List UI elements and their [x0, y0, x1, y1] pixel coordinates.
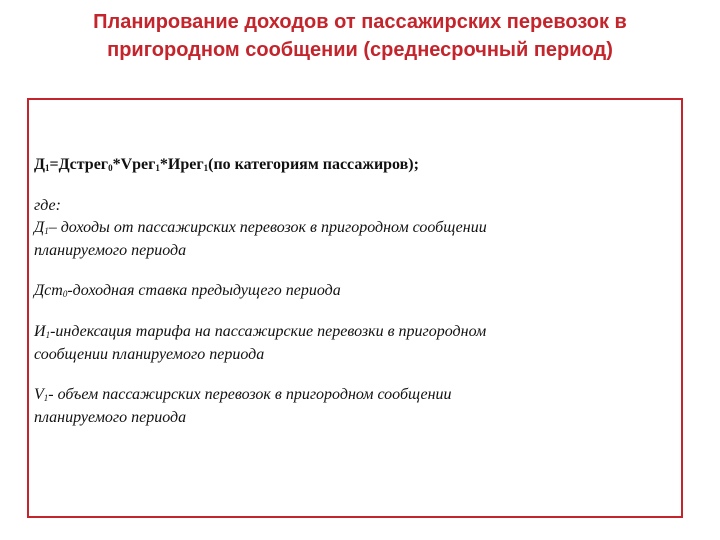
where-label: где:: [34, 197, 61, 214]
definition-text: -индексация тарифа на пассажирские перевозки в пригородном: [50, 323, 487, 340]
definition-rate: [34, 280, 674, 303]
formula-part: *Vрег: [112, 156, 156, 173]
formula-part: *Ирег: [159, 156, 204, 173]
definition-subscript: 0: [62, 289, 68, 299]
formula-part: Д: [34, 156, 46, 173]
definition-indexation: [34, 321, 674, 344]
definition-text-continued: планируемого периода: [34, 242, 187, 259]
title-line-1: Планирование доходов от пассажирских перевозок в: [93, 11, 627, 33]
definition-symbol: Д: [34, 219, 45, 236]
content-body: [34, 154, 674, 429]
formula: [34, 154, 674, 177]
formula-subscript: 1: [155, 163, 160, 173]
definition-income: [34, 217, 674, 240]
definition-symbol: И: [34, 323, 46, 340]
title-line-2: пригородном сообщении (среднесрочный период): [107, 39, 613, 61]
definition-subscript: 1: [43, 393, 49, 403]
formula-subscript: 1: [203, 163, 209, 173]
formula-part: (по категориям пассажиров);: [208, 156, 419, 173]
definition-subscript: 1: [44, 226, 49, 236]
definition-text: - объем пассажирских перевозок в пригородном сообщении: [48, 386, 452, 403]
definition-volume: [34, 384, 674, 407]
formula-subscript: 0: [108, 163, 113, 173]
definition-text: -доходная ставка предыдущего периода: [67, 282, 341, 299]
formula-subscript: 1: [45, 163, 50, 173]
formula-part: =Дстрег: [49, 156, 109, 173]
definition-symbol: V: [34, 386, 44, 403]
definition-text-continued: сообщении планируемого периода: [34, 346, 265, 363]
definition-text: – доходы от пассажирских перевозок в пригородном сообщении: [48, 219, 487, 236]
definition-symbol: Дст: [34, 282, 63, 299]
definition-text-continued: планируемого периода: [34, 409, 187, 426]
slide-title: [20, 8, 700, 64]
definition-subscript: 1: [45, 330, 51, 340]
